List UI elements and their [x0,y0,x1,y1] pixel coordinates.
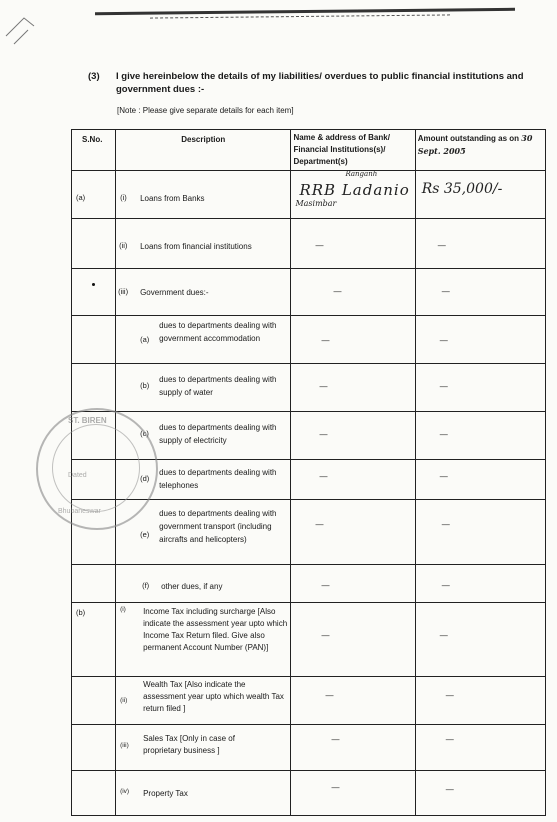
nil-dash: — [331,783,340,792]
nil-dash: — [445,691,454,700]
item-number: (i) [120,606,126,613]
item-dues-electricity: dues to departments dealing with supply of electricity [159,423,277,445]
nil-dash: — [439,472,448,481]
nil-dash: — [441,287,450,296]
header-sno: S.No. [72,130,116,171]
item-dues-transport: dues to departments dealing with government transport (including aircrafts and helicopters) [159,509,277,544]
item-number: (iii) [120,742,129,749]
item-income-tax: Income Tax including surcharge [Also indicate the assessment year upto which Income Tax Return filed. Give also permanent Account Number (PAN)] [143,607,288,652]
nil-dash: — [439,336,448,345]
ink-dot [92,283,95,286]
table-row [72,771,546,816]
seal-text-middle: Dated [68,472,87,479]
handwritten-branch: Ranganh [345,170,378,178]
nil-dash: — [439,631,448,640]
table-row [72,677,546,725]
desc-cell [116,771,291,816]
nil-dash: — [439,382,448,391]
desc-cell [116,219,291,269]
nil-dash: — [319,472,328,481]
amount-cell [415,171,545,219]
nil-dash: — [439,430,448,439]
nil-dash: — [321,336,330,345]
top-scan-rule [95,8,515,15]
row-label-b: (b) [76,608,86,617]
official-seal-stamp [36,408,158,530]
nil-dash: — [441,581,450,590]
name-cell [291,171,415,219]
nil-dash: — [325,691,334,700]
item-number: (iii) [118,287,129,296]
table-row [72,316,546,364]
seal-text-top: ST. BIREN [68,416,107,425]
table-header-row [72,130,546,171]
handwritten-bank-name: RRB Ladanio [299,181,410,199]
sub-item-number: (e) [140,530,150,539]
header-amount-label: Amount outstanding as on [417,134,520,143]
sub-item-number: (b) [140,381,150,390]
header-amount [415,130,545,171]
desc-cell [116,364,291,412]
desc-cell [116,603,291,677]
item-sales-tax: Sales Tax [Only in case of proprietary business ] [143,734,235,755]
table-row [72,171,546,219]
item-number: (iv) [120,788,130,795]
handwritten-bank-place: Masimbar [295,199,337,208]
header-description: Description [116,130,291,171]
row-label-cell [72,171,116,219]
item-number: (ii) [119,241,128,250]
desc-cell [116,725,291,771]
nil-dash: — [445,785,454,794]
item-other-dues: other dues, if any [161,582,223,591]
table-row [72,725,546,771]
corner-scribble [4,6,44,46]
item-government-dues: Government dues:- [140,288,209,297]
top-scan-rule-dashed [150,14,450,18]
desc-cell [116,269,291,316]
nil-dash: — [441,520,450,529]
sub-item-number: (c) [140,429,149,438]
desc-cell [116,171,291,219]
table-row [72,219,546,269]
item-loans-fi: Loans from financial institutions [140,242,252,251]
nil-dash: — [315,241,324,250]
sub-item-number: (a) [140,335,150,344]
item-wealth-tax: Wealth Tax [Also indicate the assessment year upto which wealth Tax return filed ] [143,680,284,713]
nil-dash: — [319,382,328,391]
item-dues-water: dues to departments dealing with supply of water [159,375,277,397]
table-row [72,269,546,316]
handwritten-amount: Rs 35,000/- [421,181,503,197]
item-property-tax: Property Tax [143,789,188,798]
nil-dash: — [331,735,340,744]
sub-item-number: (f) [142,581,150,590]
nil-dash: — [321,631,330,640]
row-label-a: (a) [76,193,86,202]
nil-dash: — [319,430,328,439]
item-loans-banks: Loans from Banks [140,194,205,203]
seal-text-bottom: Bhubaneswar [58,508,101,515]
seal-inner-ring [52,424,140,512]
table-row [72,603,546,677]
sub-item-number: (d) [140,474,150,483]
item-dues-accommodation: dues to departments dealing with government accommodation [159,321,277,343]
item-dues-telephones: dues to departments dealing with telephones [159,468,277,490]
table-row [72,364,546,412]
section-note: [Note : Please give separate details for each item] [117,106,294,115]
section-intro: I give hereinbelow the details of my liabilities/ overdues to public financial institutions and government dues :- [116,71,524,95]
nil-dash: — [445,735,454,744]
nil-dash: — [437,241,446,250]
desc-cell [116,565,291,603]
item-number: (ii) [120,697,128,704]
desc-cell [116,316,291,364]
table-row [72,565,546,603]
item-number: (i) [120,193,127,202]
header-amount-date-handwritten: 30 Sept. 2005 [417,133,533,156]
desc-cell [116,677,291,725]
section-number: (3) [88,71,100,82]
nil-dash: — [321,581,330,590]
header-name-address: Name & address of Bank/ Financial Institutions(s)/ Department(s) [291,130,415,171]
nil-dash: — [333,287,342,296]
nil-dash: — [315,520,324,529]
